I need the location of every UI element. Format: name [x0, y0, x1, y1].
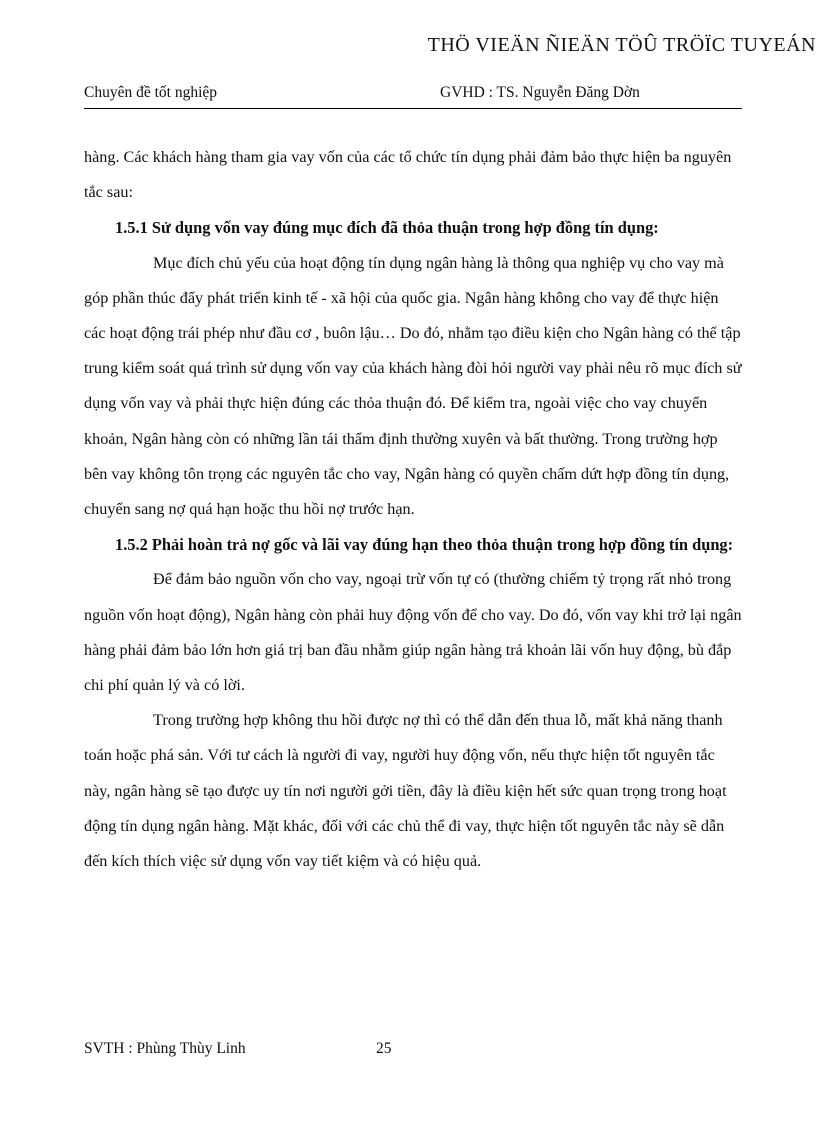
- section-1-5-1-paragraph: Mục đích chủ yếu của hoạt động tín dụng ngân hàng là thông qua nghiệp vụ cho vay mà góp phần thúc đẩy phát triển kinh tế - xã hội của quốc gia. Ngân hàng không cho vay để thực hiện các hoạt động trái phép như đầu cơ , buôn lậu… Do đó, nhằm tạo điều kiện cho Ngân hàng có thể tập trung kiểm soát quá trình sử dụng vốn vay của khách hàng đòi hỏi người vay phải nêu rõ mục đích sử dụng vốn vay và phải thực hiện đúng các thỏa thuận đó. Để kiểm tra, ngoài việc cho vay chuyển khoản, Ngân hàng còn có những lần tái thẩm định thường xuyên và bất thường. Trong trường hợp bên vay không tôn trọng các nguyên tắc cho vay, Ngân hàng có quyền chấm dứt hợp đồng tín dụng, chuyển sang nợ quá hạn hoặc thu hồi nợ trước hạn.: [84, 253, 742, 519]
- page-number: 25: [376, 1040, 392, 1057]
- page-header: [84, 84, 742, 109]
- header-title: Chuyên đề tốt nghiệp: [84, 84, 218, 101]
- section-1-5-2-paragraph-2: Trong trường hợp không thu hồi được nợ thì có thể dẫn đến thua lỗ, mất khả năng thanh toán hoặc phá sản. Với tư cách là người đi vay, người huy động vốn, nếu thực hiện tốt nguyên tắc này, ngân hàng sẽ tạo được uy tín nơi người gởi tiền, đây là điều kiện hết sức quan trọng trong hoạt động tín dụng ngân hàng. Mặt khác, đối với các chủ thể đi vay, thực hiện tốt nguyên tắc này sẽ dẫn đến kích thích việc sử dụng vốn vay tiết kiệm và có hiệu quả.: [84, 711, 727, 871]
- intro-paragraph: hàng. Các khách hàng tham gia vay vốn của các tổ chức tín dụng phải đảm bảo thực hiện ba nguyên tắc sau:: [84, 148, 732, 202]
- watermark-text: THÖ VIEÄN ÑIEÄN TÖÛ TRÖÏC TUYEÁN: [427, 34, 816, 56]
- document-body: [84, 140, 744, 879]
- footer-student: SVTH : Phùng Thùy Linh: [84, 1040, 246, 1057]
- page-footer: [84, 1040, 504, 1064]
- section-heading-1-5-2: 1.5.2 Phải hoàn trả nợ gốc và lãi vay đúng hạn theo thỏa thuận trong hợp đồng tín dụng:: [115, 535, 734, 555]
- section-1-5-2-paragraph-1: Để đảm bảo nguồn vốn cho vay, ngoại trừ vốn tự có (thường chiếm tỷ trọng rất nhỏ trong nguồn vốn hoạt động), Ngân hàng còn phải huy động vốn để cho vay. Do đó, vốn vay khi trở lại ngân hàng phải đảm bảo lớn hơn giá trị ban đầu nhằm giúp ngân hàng trả khoản lãi vốn huy động, bù đắp chi phí quản lý và có lời.: [84, 570, 742, 695]
- header-advisor: GVHD : TS. Nguyễn Đăng Dờn: [440, 84, 640, 101]
- section-heading-1-5-1: 1.5.1 Sử dụng vốn vay đúng mục đích đã thỏa thuận trong hợp đồng tín dụng:: [115, 218, 659, 238]
